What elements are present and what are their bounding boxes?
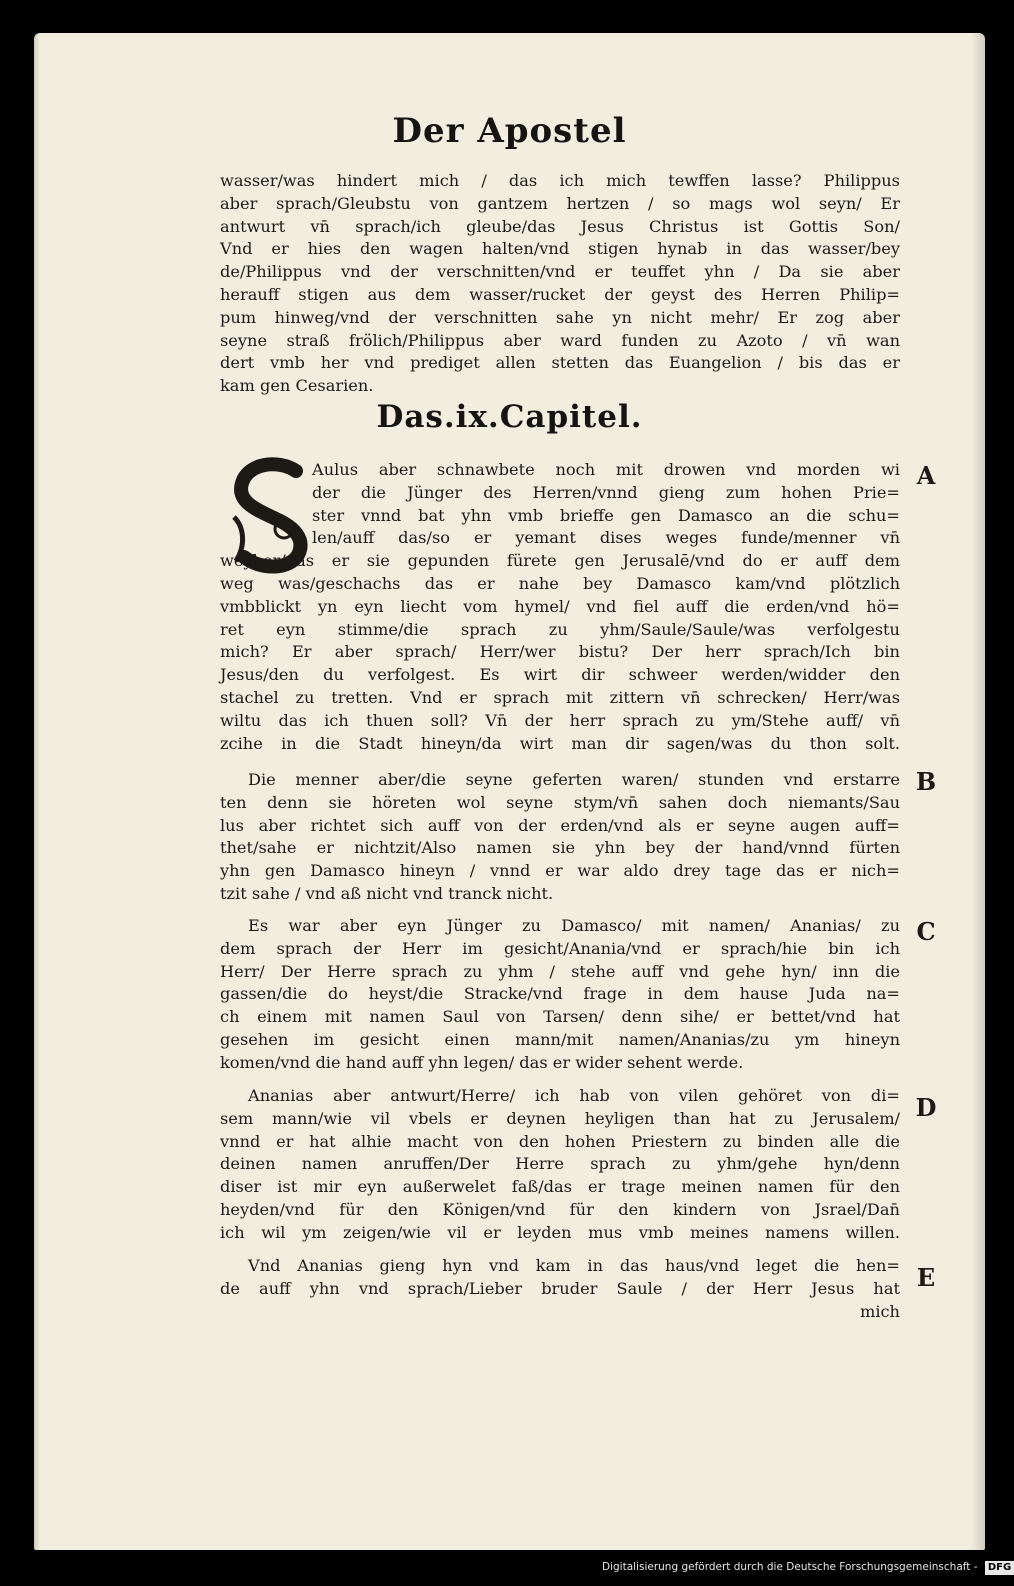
text-line: seyne straß frölich/Philippus aber ward funden zu Azoto / vn̄ wan [220,330,900,350]
text-line: yhn gen Damasco hineyn / vnnd er war aldo drey tage das er nich= [220,861,900,881]
text-block-paragraph-c [220,915,900,1075]
margin-letter-b: B [915,767,937,796]
running-title: Der Apostel [392,111,627,151]
book-page [34,33,985,1550]
text-block-continuation [220,170,900,398]
text-line: de/Philippus vnd der verschnitten/vnd er teuffet yhn / Da sie aber [220,262,900,282]
text-line: dem sprach der Herr im gesicht/Anania/vnd er sprach/hie bin ich [220,938,900,958]
text-line: wasser/was hindert mich / das ich mich tewffen lasse? Philippus [220,171,900,190]
text-line: sem mann/wie vil vbels er deynen heyligen than hat zu Jerusalem/ [220,1108,900,1128]
text-line: gesehen im gesicht einen mann/mit namen/Ananias/zu ym hineyn [220,1029,900,1049]
margin-letter-e: E [916,1263,936,1292]
text-line: Jesus/den du verfolgest. Es wirt dir schweer werden/widder den [220,665,900,685]
text-line: herauff stigen aus dem wasser/rucket der geyst des Herren Philip= [220,284,900,304]
page-gutter-shadow [34,33,40,1550]
text-block-chapter-opening [220,459,900,755]
text-line: ret eyn stimme/die sprach zu yhm/Saule/Saule/was verfolgestu [220,619,900,639]
catchword: mich [859,1301,900,1321]
text-line: Vnd Ananias gieng hyn vnd kam in das haus/vnd leget die hen= [248,1256,900,1275]
text-block-paragraph-d [220,1085,900,1245]
text-line: vnnd er hat alhie macht von den hohen Priestern zu binden alle die [220,1131,900,1151]
text-line: de auff yhn vnd sprach/Lieber bruder Saule / der Herr Jesus hat [220,1278,900,1298]
text-line: Aulus aber schnawbete noch mit drowen vnd morden wi [312,460,900,479]
text-line: der die Jünger des Herren/vnnd gieng zum hohen Prie= [312,482,900,502]
margin-letter-d: D [915,1093,937,1122]
text-line: tzit sahe / vnd aß nicht vnd tranck nicht. [220,883,554,903]
text-line: ch einem mit namen Saul von Tarsen/ denn sihe/ er bettet/vnd hat [220,1007,900,1027]
text-line: weyber/das er sie gepunden fürete gen Jerusalē/vnd do er auff dem [220,551,900,571]
text-line: Die menner aber/die seyne geferten waren/ stunden vnd erstarre [248,770,900,789]
text-line: lus aber richtet sich auff von der erden/vnd als er seyne augen auff= [220,815,900,835]
margin-letter-c: C [916,917,936,946]
text-line: gassen/die do heyst/die Stracke/vnd frage in dem hause Juda na= [220,984,900,1004]
text-line: wiltu das ich thuen soll? Vn̄ der herr sprach zu ym/Stehe auff/ vn̄ [220,710,900,730]
text-line: antwurt vn̄ sprach/ich gleube/das Jesus Christus ist Gottis Son/ [220,216,900,236]
text-line: Es war aber eyn Jünger zu Damasco/ mit namen/ Ananias/ zu [248,916,900,935]
text-line: ten denn sie höreten wol seyne stym/vn̄ sahen doch niemants/Sau [220,792,900,812]
text-line: Ananias aber antwurt/Herre/ ich hab von vilen gehöret von di= [248,1086,900,1105]
text-line: weg was/geschachs das er nahe bey Damasco kam/vnd plötzlich [220,573,900,593]
text-line: ich wil ym zeigen/wie vil er leyden mus vmb meines namens willen. [220,1222,900,1242]
text-line: kam gen Cesarien. [220,376,374,396]
credit-text: Digitalisierung gefördert durch die Deutsche Forschungsgemeinschaft - [602,1561,978,1573]
text-line: len/auff das/so er yemant dises weges funde/menner vn̄ [312,528,900,548]
text-line: komen/vnd die hand auff yhn legen/ das er wider sehent werde. [220,1052,744,1072]
text-line: dert vmb her vnd prediget allen stetten das Euangelion / bis das er [220,353,900,373]
text-line: ster vnnd bat yhn vmb brieffe gen Damasco an die schu= [312,505,900,525]
text-block-paragraph-b [220,769,900,906]
text-line: Vnd er hies den wagen halten/vnd stigen hynab in das wasser/bey [220,239,900,259]
margin-letter-a: A [916,461,936,490]
text-line: mich? Er aber sprach/ Herr/wer bistu? Der herr sprach/Ich bin [220,642,900,662]
text-line: pum hinweg/vnd der verschnitten sahe yn nicht mehr/ Er zog aber [220,307,900,327]
text-line: heyden/vnd für den Königen/vnd für den kindern von Jsrael/Dan̄ [220,1199,900,1219]
text-block-paragraph-e [220,1255,900,1323]
chapter-title: Das.ix.Capitel. [376,399,643,435]
text-line: deinen namen anruffen/Der Herre sprach zu yhm/gehe hyn/denn [220,1154,900,1174]
text-line: thet/sahe er nichtzit/Also namen sie yhn bey der hand/vnnd fürten [220,838,900,858]
text-line: vmbblickt yn eyn liecht vom hymel/ vnd fiel auff die erden/vnd hö= [220,596,900,616]
dfg-logo: DFG [985,1561,1014,1575]
text-line: aber sprach/Gleubstu von gantzem hertzen / so mags wol seyn/ Er [220,193,900,213]
text-line: diser ist mir eyn außerwelet faß/das er trage meinen namen für den [220,1177,900,1197]
text-line: stachel zu tretten. Vnd er sprach mit zittern vn̄ schrecken/ Herr/was [220,687,900,707]
digitization-credit [602,1554,1014,1580]
text-line: zcihe in die Stadt hineyn/da wirt man dir sagen/was du thon solt. [220,733,900,753]
text-line: Herr/ Der Herre sprach zu yhm / stehe auff vnd gehe hyn/ inn die [220,961,900,981]
